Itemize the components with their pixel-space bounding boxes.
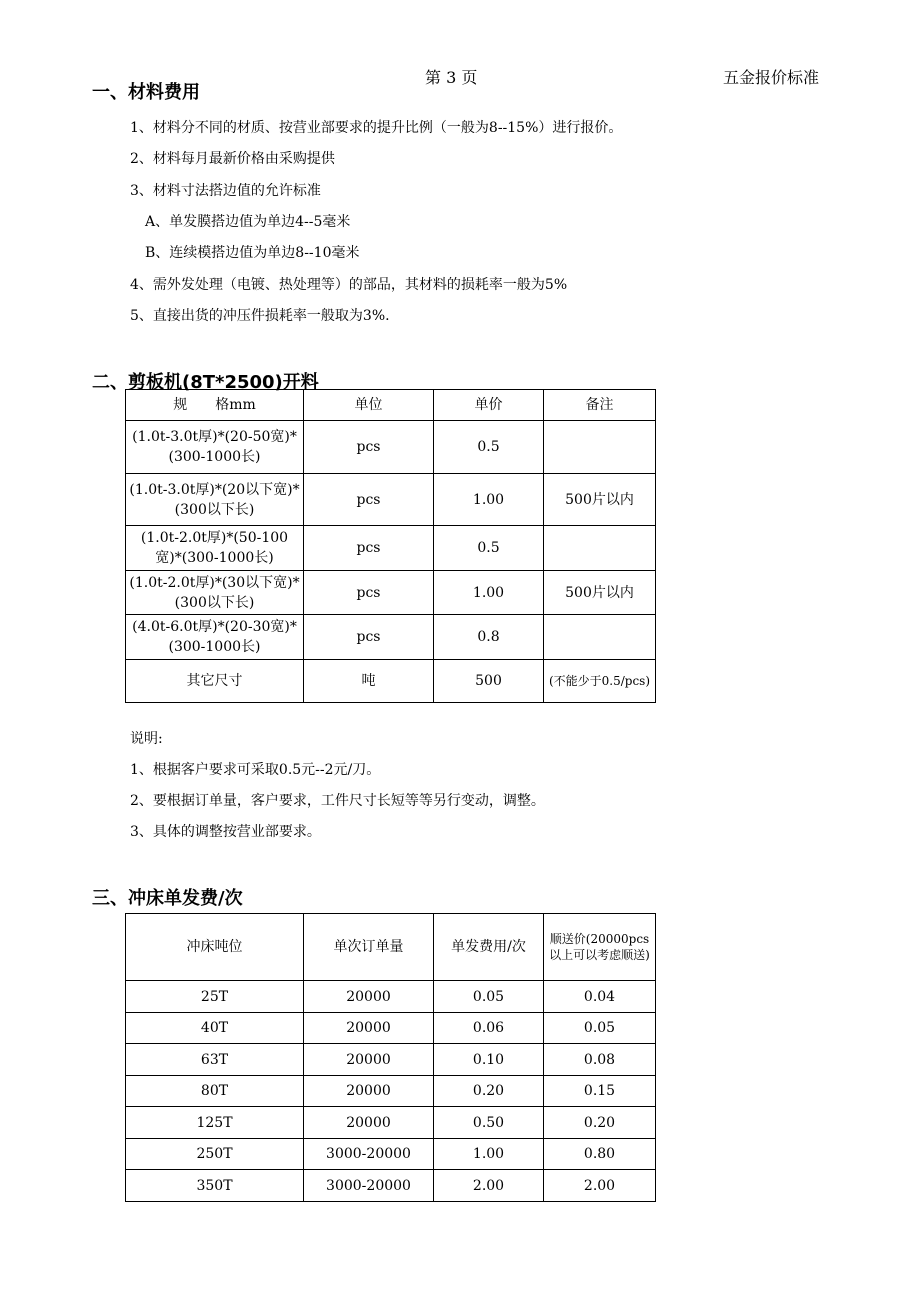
cell-order-qty: 3000-20000 xyxy=(304,1170,434,1202)
table-row xyxy=(126,421,656,474)
table-row xyxy=(126,526,656,571)
cell-tonnage: 40T xyxy=(126,1013,304,1044)
cell-spec: 其它尺寸 xyxy=(126,660,304,703)
cell-spec: (1.0t-3.0t厚)*(20-50宽)*(300-1000长) xyxy=(126,421,304,474)
cell-note: (不能少于0.5/pcs) xyxy=(544,660,656,703)
notes-title: 说明: xyxy=(130,731,163,747)
header-progressive-price: 顺送价(20000pcs以上可以考虑顺送) xyxy=(544,914,656,981)
table-row xyxy=(126,1013,656,1044)
cell-note xyxy=(544,615,656,660)
cell-spec: (4.0t-6.0t厚)*(20-30宽)*(300-1000长) xyxy=(126,615,304,660)
section-2-title: 二、剪板机(8T*2500)开料 xyxy=(92,372,319,393)
header-tonnage: 冲床吨位 xyxy=(126,914,304,981)
cell-unit: pcs xyxy=(304,571,434,615)
table-row xyxy=(126,660,656,703)
cell-price: 0.5 xyxy=(434,526,544,571)
table-header-row xyxy=(126,914,656,981)
cell-price: 0.8 xyxy=(434,615,544,660)
cell-price: 1.00 xyxy=(434,474,544,526)
document-title: 五金报价标准 xyxy=(723,68,820,87)
cell-single-fee: 0.50 xyxy=(434,1107,544,1139)
cell-progressive-price: 0.08 xyxy=(544,1044,656,1076)
cell-tonnage: 125T xyxy=(126,1107,304,1139)
cell-single-fee: 1.00 xyxy=(434,1139,544,1170)
cell-note: 500片以内 xyxy=(544,474,656,526)
section-1-line: 5、直接出货的冲压件损耗率一般取为3%. xyxy=(130,308,390,324)
cell-unit: pcs xyxy=(304,421,434,474)
section-1-line: 1、材料分不同的材质、按营业部要求的提升比例（一般为8--15%）进行报价。 xyxy=(130,120,623,136)
cell-single-fee: 0.20 xyxy=(434,1076,544,1107)
header-single-fee: 单发费用/次 xyxy=(434,914,544,981)
cell-spec: (1.0t-3.0t厚)*(20以下宽)*(300以下长) xyxy=(126,474,304,526)
cell-tonnage: 350T xyxy=(126,1170,304,1202)
header-order-qty: 单次订单量 xyxy=(304,914,434,981)
cell-order-qty: 20000 xyxy=(304,1076,434,1107)
cell-order-qty: 20000 xyxy=(304,1013,434,1044)
table-row xyxy=(126,1107,656,1139)
cell-progressive-price: 0.15 xyxy=(544,1076,656,1107)
cell-single-fee: 2.00 xyxy=(434,1170,544,1202)
section-1-line: 3、材料寸法搭边值的允许标准 xyxy=(130,183,321,199)
page-number: 第 3 页 xyxy=(425,68,478,87)
cell-unit: pcs xyxy=(304,615,434,660)
section-1-line: 2、材料每月最新价格由采购提供 xyxy=(130,151,335,167)
cell-spec: (1.0t-2.0t厚)*(30以下宽)*(300以下长) xyxy=(126,571,304,615)
note-line: 1、根据客户要求可采取0.5元--2元/刀。 xyxy=(130,762,381,778)
cell-price: 1.00 xyxy=(434,571,544,615)
press-fee-table xyxy=(125,913,656,1202)
cell-progressive-price: 2.00 xyxy=(544,1170,656,1202)
table-row xyxy=(126,1076,656,1107)
cell-progressive-price: 0.20 xyxy=(544,1107,656,1139)
table-row xyxy=(126,474,656,526)
cell-tonnage: 250T xyxy=(126,1139,304,1170)
note-line: 2、要根据订单量，客户要求，工件尺寸长短等等另行变动，调整。 xyxy=(130,793,545,809)
cell-unit: pcs xyxy=(304,526,434,571)
cell-single-fee: 0.05 xyxy=(434,981,544,1013)
note-line: 3、具体的调整按营业部要求。 xyxy=(130,824,321,840)
header-price: 单价 xyxy=(434,390,544,421)
cell-progressive-price: 0.80 xyxy=(544,1139,656,1170)
cell-tonnage: 25T xyxy=(126,981,304,1013)
table-row xyxy=(126,571,656,615)
cell-order-qty: 3000-20000 xyxy=(304,1139,434,1170)
cell-tonnage: 63T xyxy=(126,1044,304,1076)
cell-order-qty: 20000 xyxy=(304,981,434,1013)
section-1-line: 4、需外发处理（电镀、热处理等）的部品，其材料的损耗率一般为5% xyxy=(130,277,568,293)
table-row xyxy=(126,981,656,1013)
cell-note xyxy=(544,526,656,571)
header-note: 备注 xyxy=(544,390,656,421)
table-header-row xyxy=(126,390,656,421)
cell-note xyxy=(544,421,656,474)
section-1-line: A、单发膜搭边值为单边4--5毫米 xyxy=(145,214,351,230)
header-unit: 单位 xyxy=(304,390,434,421)
cell-single-fee: 0.10 xyxy=(434,1044,544,1076)
cell-single-fee: 0.06 xyxy=(434,1013,544,1044)
cell-order-qty: 20000 xyxy=(304,1107,434,1139)
table-row xyxy=(126,1170,656,1202)
cell-progressive-price: 0.04 xyxy=(544,981,656,1013)
section-1-title: 一、材料费用 xyxy=(92,82,200,103)
cell-spec: (1.0t-2.0t厚)*(50-100宽)*(300-1000长) xyxy=(126,526,304,571)
shear-cutting-table xyxy=(125,389,656,703)
table-row xyxy=(126,615,656,660)
cell-price: 500 xyxy=(434,660,544,703)
cell-price: 0.5 xyxy=(434,421,544,474)
cell-unit: pcs xyxy=(304,474,434,526)
cell-tonnage: 80T xyxy=(126,1076,304,1107)
cell-unit: 吨 xyxy=(304,660,434,703)
cell-progressive-price: 0.05 xyxy=(544,1013,656,1044)
section-1-line: B、连续模搭边值为单边8--10毫米 xyxy=(145,245,360,261)
table-row xyxy=(126,1044,656,1076)
header-spec: 规 格mm xyxy=(126,390,304,421)
table-row xyxy=(126,1139,656,1170)
cell-note: 500片以内 xyxy=(544,571,656,615)
section-3-title: 三、冲床单发费/次 xyxy=(92,888,243,909)
cell-order-qty: 20000 xyxy=(304,1044,434,1076)
